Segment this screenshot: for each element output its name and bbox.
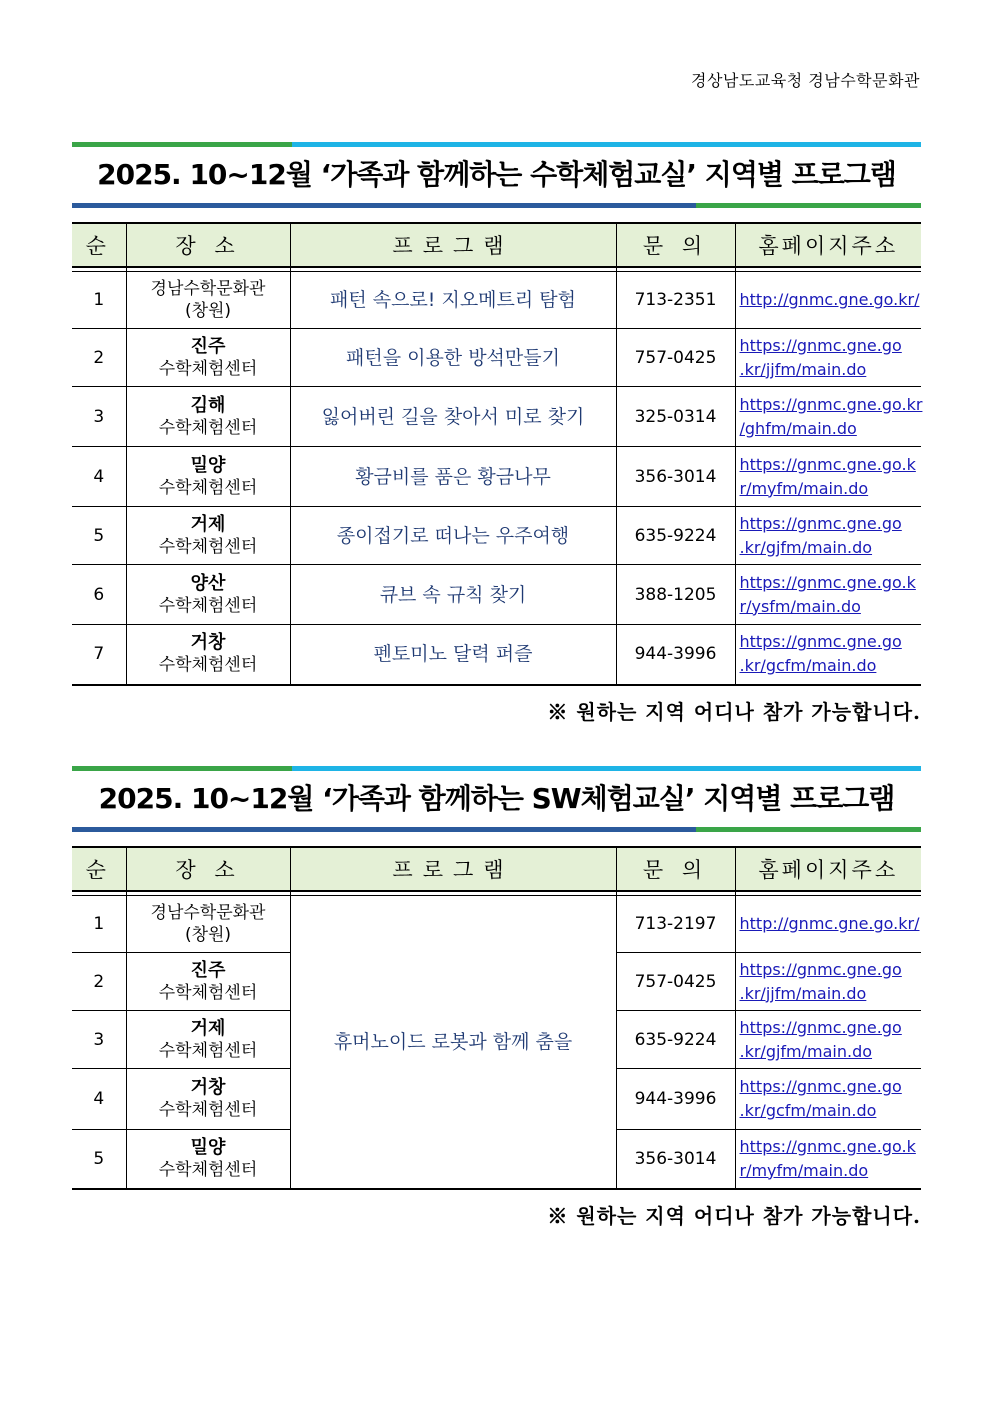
blue-bar-segment: [72, 827, 696, 832]
url-cell: [735, 272, 921, 329]
column-header-homepage: 홈페이지주소: [735, 847, 921, 891]
homepage-link[interactable]: [740, 1018, 902, 1061]
place-name: 밀양: [190, 454, 226, 476]
phone-cell: 356-3014: [616, 1130, 735, 1189]
math-program-section: [72, 142, 921, 725]
program-cell: 펜토미노 달력 퍼즐: [290, 625, 616, 685]
phone-cell: 325-0314: [616, 387, 735, 447]
place-name: 거제: [190, 513, 226, 535]
section-title: 2025. 10~12월 ‘가족과 함께하는 수학체험교실’ 지역별 프로그램: [97, 158, 896, 191]
place-cell: [126, 625, 290, 685]
url-line-1: https://gnmc.gne.go.k: [739, 454, 916, 474]
place-name: 진주: [190, 335, 226, 357]
row-number: 7: [72, 625, 126, 685]
program-cell: 패턴 속으로! 지오메트리 탐험: [290, 272, 616, 329]
url-cell: [735, 896, 921, 953]
row-number: 4: [72, 1069, 126, 1130]
program-cell: 휴머노이드 로봇과 함께 춤을: [290, 896, 616, 1189]
column-header-contact: 문 의: [616, 847, 735, 891]
place-name: 거제: [190, 1017, 226, 1039]
column-header-no: 순: [72, 223, 126, 267]
place-cell: [126, 1130, 290, 1189]
row-number: 1: [72, 272, 126, 329]
url-cell: [735, 1130, 921, 1189]
place-cell: [126, 1011, 290, 1069]
url-line-2: .kr/jjfm/main.do: [739, 983, 867, 1003]
row-number: 5: [72, 507, 126, 565]
place-name: 경남수학문화관: [150, 903, 266, 923]
url-line-1: https://gnmc.gne.go.k: [739, 572, 916, 592]
table-row: [72, 507, 921, 565]
url-cell: [735, 387, 921, 447]
sw-program-table: [72, 846, 921, 1190]
url-line-2: /ghfm/main.do: [739, 418, 857, 438]
place-name: 경남수학문화관: [150, 279, 266, 299]
homepage-link[interactable]: [740, 960, 902, 1003]
phone-cell: 635-9224: [616, 507, 735, 565]
homepage-link[interactable]: [740, 632, 902, 675]
homepage-link[interactable]: [740, 573, 916, 616]
row-number: 1: [72, 896, 126, 953]
place-name: 진주: [190, 959, 226, 981]
column-header-homepage: 홈페이지주소: [735, 223, 921, 267]
participation-note: ※ 원하는 지역 어디나 참가 가능합니다.: [547, 1203, 921, 1228]
math-program-table: [72, 222, 921, 686]
place-cell: [126, 507, 290, 565]
place-cell: [126, 953, 290, 1011]
organization-name: 경상남도교육청 경남수학문화관: [691, 71, 920, 90]
url-line-2: .kr/gjfm/main.do: [739, 537, 873, 557]
phone-cell: 388-1205: [616, 565, 735, 625]
url-cell: [735, 625, 921, 685]
url-cell: [735, 1011, 921, 1069]
place-cell: [126, 329, 290, 387]
bottom-color-bar: [72, 827, 921, 832]
url-line-1: https://gnmc.gne.go: [739, 335, 902, 355]
url-line-1: https://gnmc.gne.go: [739, 959, 902, 979]
url-cell: [735, 565, 921, 625]
table-header-row: [72, 223, 921, 267]
participation-note: ※ 원하는 지역 어디나 참가 가능합니다.: [547, 699, 921, 724]
row-number: 6: [72, 565, 126, 625]
green-bar-segment: [696, 203, 921, 208]
place-name: 거창: [190, 1077, 226, 1098]
place-cell: [126, 447, 290, 507]
place-name: 거창: [190, 632, 226, 654]
table-row: [72, 625, 921, 685]
bottom-color-bar: [72, 203, 921, 208]
place-cell: [126, 565, 290, 625]
blue-bar-segment: [72, 203, 696, 208]
section-title: 2025. 10~12월 ‘가족과 함께하는 SW체험교실’ 지역별 프로그램: [98, 782, 895, 815]
place-cell: [126, 272, 290, 329]
url-cell: [735, 1069, 921, 1130]
table-row: [72, 896, 921, 953]
url-line-1: https://gnmc.gne.go: [739, 632, 902, 652]
phone-cell: 944-3996: [616, 625, 735, 685]
url-line-1: https://gnmc.gne.go.kr: [739, 394, 923, 414]
phone-cell: 944-3996: [616, 1069, 735, 1130]
place-sub: 수학체험센터: [158, 982, 258, 1003]
url-line-1: https://gnmc.gne.go: [739, 1077, 902, 1096]
row-number: 4: [72, 447, 126, 507]
url-line-2: .kr/gjfm/main.do: [739, 1041, 873, 1061]
url-line-1: https://gnmc.gne.go.k: [739, 1136, 916, 1156]
url-line-2: .kr/gcfm/main.do: [739, 656, 877, 676]
url-line-1: http://gnmc.gne.go.kr/: [739, 914, 920, 933]
phone-cell: 356-3014: [616, 447, 735, 507]
place-sub: 수학체험센터: [158, 655, 258, 676]
place-cell: [126, 387, 290, 447]
homepage-link[interactable]: [740, 395, 923, 438]
homepage-link[interactable]: [740, 1137, 916, 1180]
homepage-link[interactable]: [740, 914, 920, 933]
program-cell: 종이접기로 떠나는 우주여행: [290, 507, 616, 565]
place-sub: (창원): [184, 925, 232, 945]
url-line-2: .kr/jjfm/main.do: [739, 359, 867, 379]
column-header-program: 프로그램: [290, 223, 616, 267]
place-sub: 수학체험센터: [158, 536, 258, 557]
table-row: [72, 272, 921, 329]
url-line-1: https://gnmc.gne.go: [739, 513, 902, 533]
url-cell: [735, 447, 921, 507]
place-sub: 수학체험센터: [158, 477, 258, 498]
program-cell: 황금비를 품은 황금나무: [290, 447, 616, 507]
homepage-link[interactable]: [740, 455, 916, 498]
homepage-link[interactable]: [740, 1077, 902, 1120]
place-sub: 수학체험센터: [158, 1159, 258, 1180]
url-line-1: https://gnmc.gne.go: [739, 1017, 902, 1037]
url-cell: [735, 953, 921, 1011]
homepage-link[interactable]: [740, 290, 920, 309]
place-name: 밀양: [190, 1136, 226, 1158]
place-cell: [126, 896, 290, 953]
url-line-2: r/myfm/main.do: [739, 1160, 869, 1180]
url-line-2: .kr/gcfm/main.do: [739, 1101, 877, 1120]
place-name: 김해: [190, 394, 226, 416]
place-sub: 수학체험센터: [158, 1040, 258, 1061]
url-cell: [735, 329, 921, 387]
url-line-2: r/myfm/main.do: [739, 478, 869, 498]
row-number: 3: [72, 1011, 126, 1069]
place-sub: 수학체험센터: [158, 417, 258, 438]
program-cell: 큐브 속 규칙 찾기: [290, 565, 616, 625]
phone-cell: 757-0425: [616, 953, 735, 1011]
table-row: [72, 329, 921, 387]
row-number: 2: [72, 953, 126, 1011]
homepage-link[interactable]: [740, 336, 902, 379]
homepage-link[interactable]: [740, 514, 902, 557]
place-cell: [126, 1069, 290, 1130]
place-sub: 수학체험센터: [158, 358, 258, 379]
row-number: 5: [72, 1130, 126, 1189]
column-header-program: 프로그램: [290, 847, 616, 891]
column-header-contact: 문 의: [616, 223, 735, 267]
row-number: 2: [72, 329, 126, 387]
program-cell: 잃어버린 길을 찾아서 미로 찾기: [290, 387, 616, 447]
place-name: 양산: [190, 572, 226, 594]
url-cell: [735, 507, 921, 565]
table-row: [72, 387, 921, 447]
phone-cell: 757-0425: [616, 329, 735, 387]
column-header-place: 장 소: [126, 223, 290, 267]
phone-cell: 635-9224: [616, 1011, 735, 1069]
url-line-2: r/ysfm/main.do: [739, 596, 861, 616]
table-header-row: [72, 847, 921, 891]
phone-cell: 713-2351: [616, 272, 735, 329]
program-cell: 패턴을 이용한 방석만들기: [290, 329, 616, 387]
table-row: [72, 565, 921, 625]
place-sub: 수학체험센터: [158, 1100, 258, 1120]
url-line-1: http://gnmc.gne.go.kr/: [739, 290, 920, 309]
place-sub: 수학체험센터: [158, 595, 258, 616]
phone-cell: 713-2197: [616, 896, 735, 953]
row-number: 3: [72, 387, 126, 447]
place-sub: (창원): [184, 301, 232, 321]
green-bar-segment: [696, 827, 921, 832]
sw-program-section: [72, 766, 921, 1229]
table-row: [72, 447, 921, 507]
column-header-no: 순: [72, 847, 126, 891]
column-header-place: 장 소: [126, 847, 290, 891]
